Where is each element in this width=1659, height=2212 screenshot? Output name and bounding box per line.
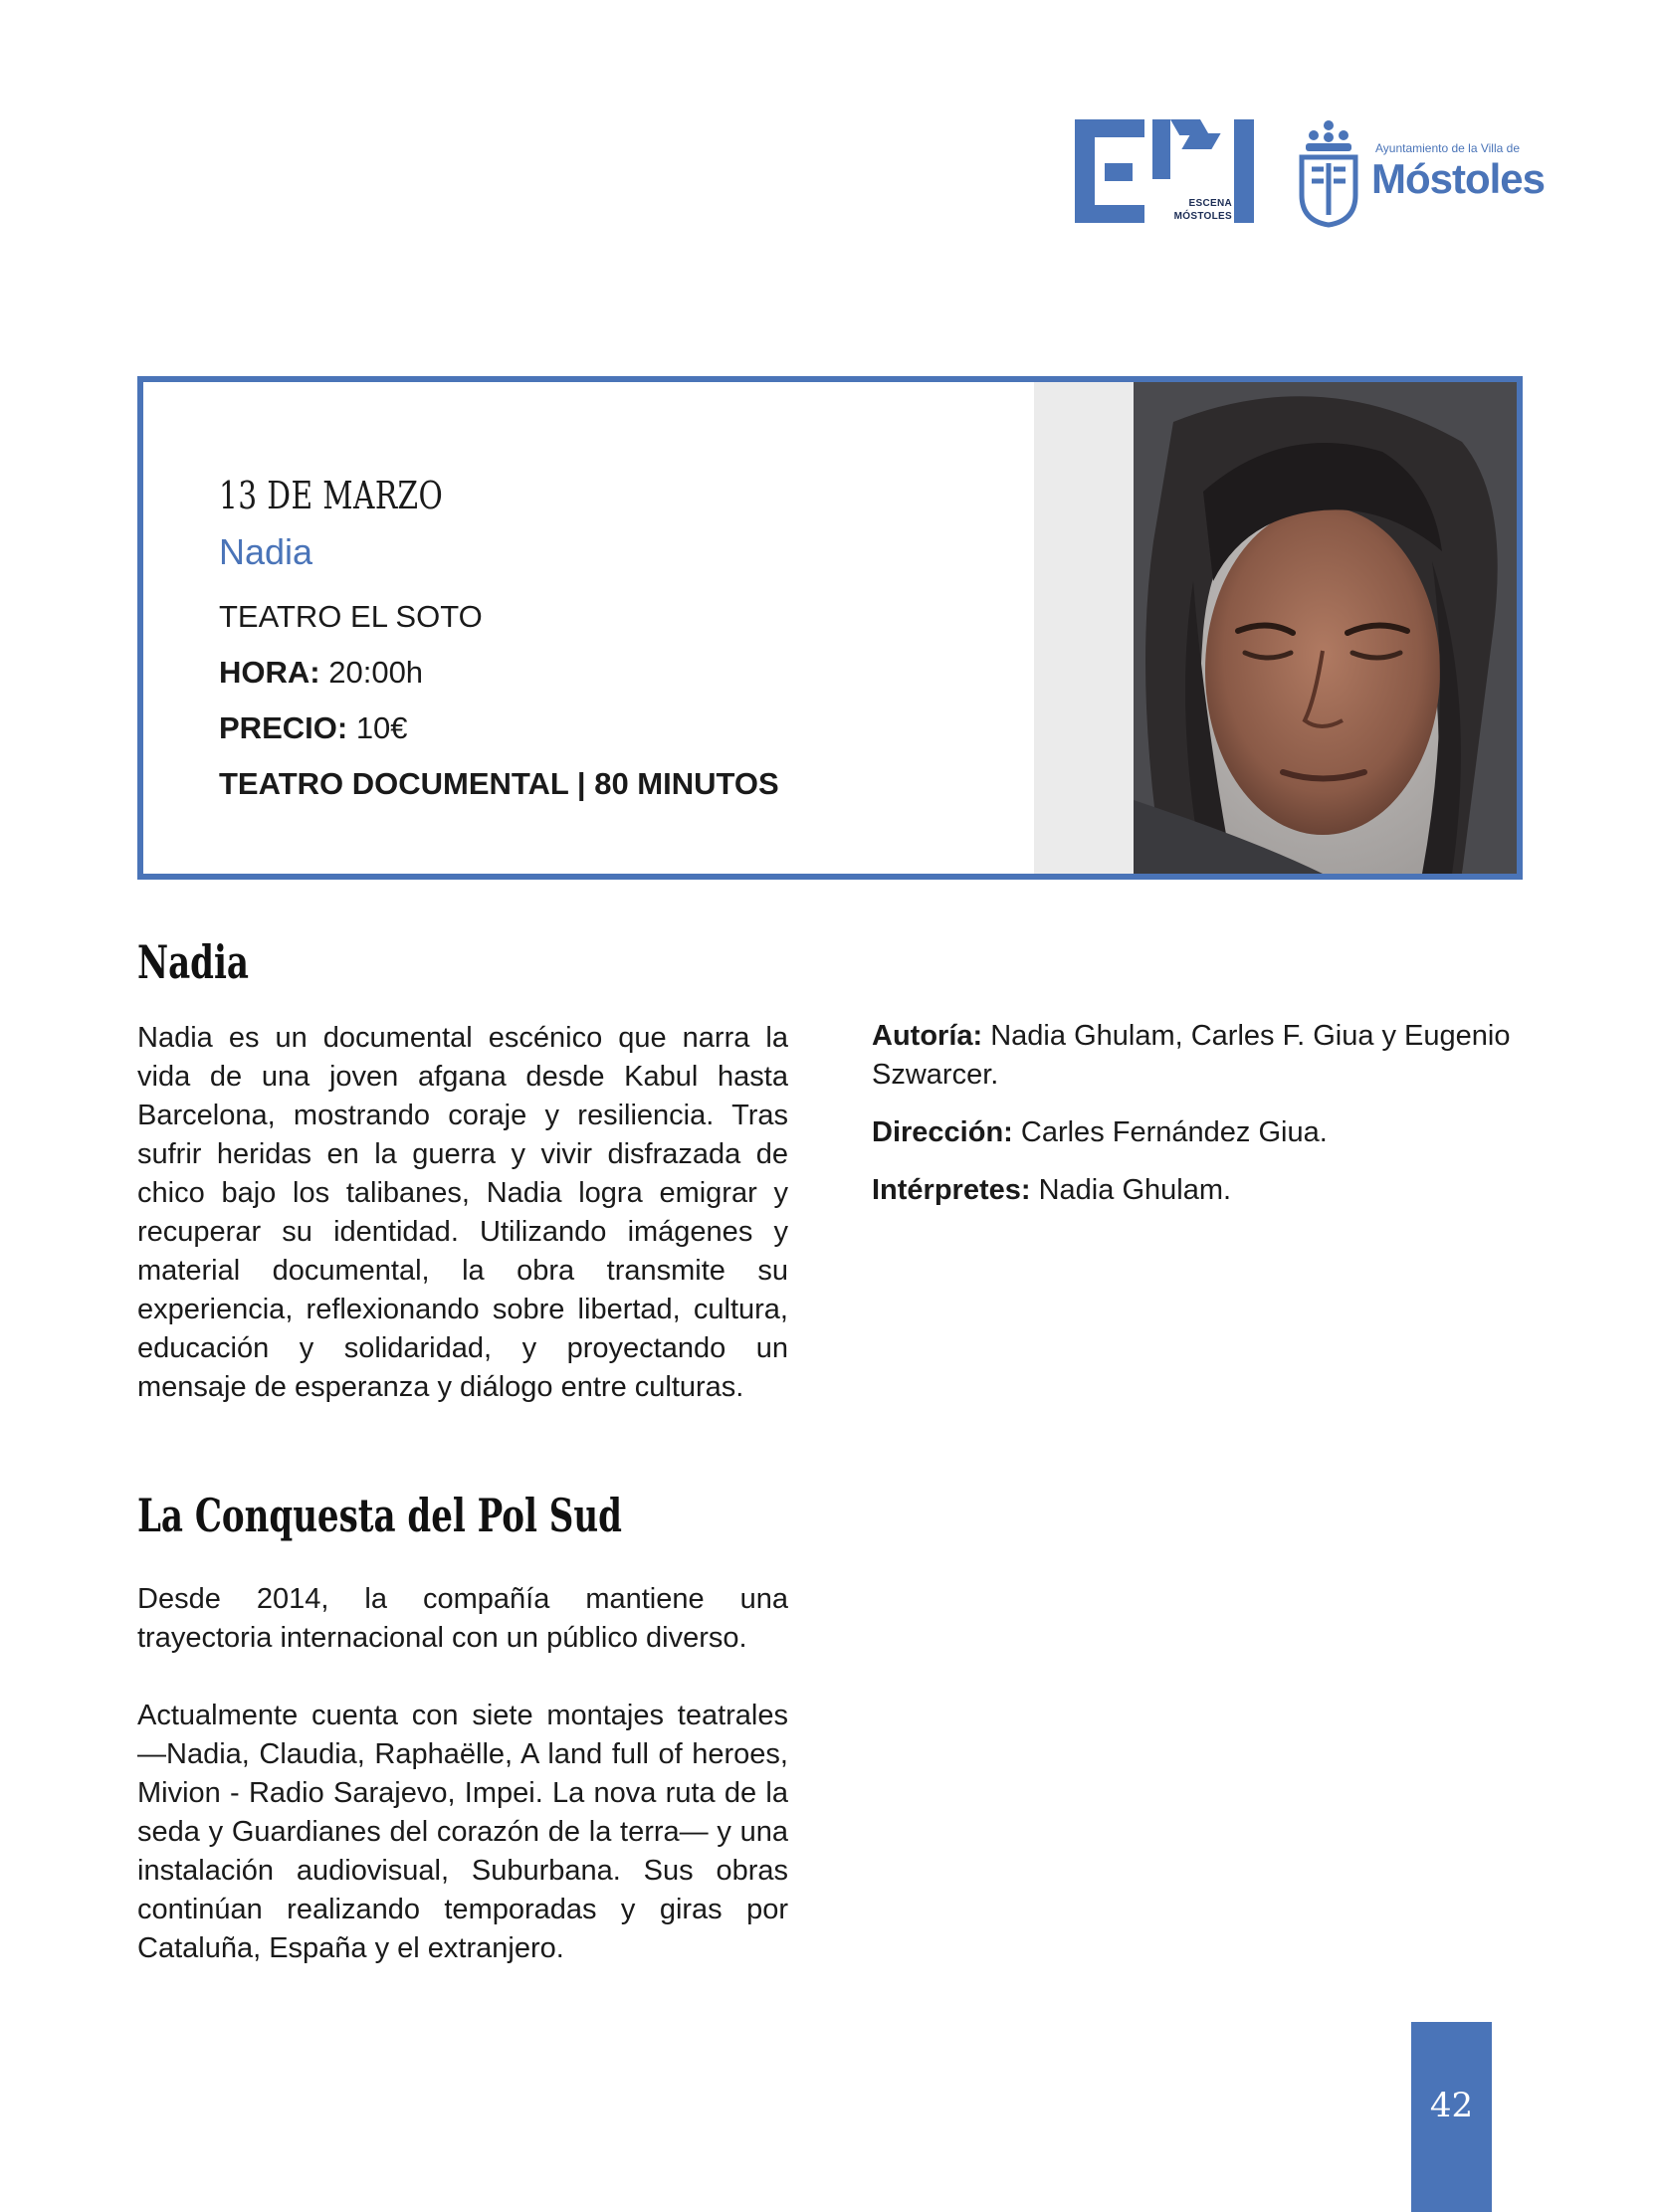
credit-authorship [872, 1017, 1529, 1095]
event-photo [1134, 382, 1517, 874]
credits [872, 1017, 1529, 1229]
escena-caption-2: MÓSTOLES [1173, 211, 1232, 222]
direction-label: Dirección: [872, 1116, 1013, 1148]
escena-mostoles-logo [1075, 119, 1254, 227]
performers-value: Nadia Ghulam. [1038, 1174, 1232, 1206]
time-value: 20:00h [328, 655, 424, 690]
company-paragraph-1: Desde 2014, la compañía mantiene una trayectoria internacional con un público diverso. [137, 1583, 788, 1654]
direction-value: Carles Fernández Giua. [1020, 1116, 1328, 1148]
page-number: 42 [1411, 2022, 1492, 2212]
event-price [219, 710, 1075, 746]
authorship-value: Nadia Ghulam, Carles F. Giua y Eugenio Szwarcer. [872, 1020, 1511, 1091]
coat-of-arms-icon [1294, 117, 1363, 229]
ayuntamiento-label: Ayuntamiento de la Villa de [1375, 141, 1520, 155]
escena-caption-1: ESCENA [1188, 198, 1232, 209]
performers-label: Intérpretes: [872, 1174, 1031, 1206]
ayuntamiento-mostoles-logo [1294, 117, 1546, 229]
authorship-label: Autoría: [872, 1020, 983, 1052]
price-value: 10€ [355, 710, 408, 745]
event-title: Nadia [219, 531, 313, 572]
company-paragraph-2: Actualmente cuenta con siete montajes teatrales —Nadia, Claudia, Raphaëlle, A land full of heroes, Mivion - Radio Sarajevo, Impei. La nova ruta de la seda y Guardianes del corazón de la terra— y una instalación audiovisual, Suburbana. Sus obras continúan realizando temporadas y giras por Cataluña, España y el extranjero. [137, 1700, 788, 1964]
section-heading-company: La Conquesta del Pol Sud [137, 1489, 622, 1542]
time-label: HORA: [219, 655, 320, 690]
event-card [137, 376, 1523, 880]
nadia-description: Nadia es un documental escénico que narra la vida de una joven afgana desde Kabul hasta Barcelona, mostrando coraje y resiliencia. Tras sufrir heridas en la guerra y vivir disfrazada de chico bajo los talibanes, Nadia logra emigrar y recuperar su identidad. Utilizando imágenes y material documental, la obra transmite su experiencia, reflexionando sobre libertad, cultura, educación y solidaridad, y proyectando un mensaje de esperanza y diálogo entre culturas. [137, 1022, 788, 1403]
event-date: 13 DE MARZO [219, 474, 444, 517]
price-label: PRECIO: [219, 710, 348, 745]
event-info [219, 474, 1075, 802]
event-genre: TEATRO DOCUMENTAL | 80 MINUTOS [219, 766, 779, 801]
section-heading-nadia: Nadia [137, 935, 249, 989]
event-time [219, 655, 1075, 691]
credit-direction [872, 1113, 1529, 1152]
credit-performers [872, 1171, 1529, 1210]
mostoles-wordmark: Móstoles [1371, 155, 1546, 202]
event-venue: TEATRO EL SOTO [219, 599, 483, 634]
